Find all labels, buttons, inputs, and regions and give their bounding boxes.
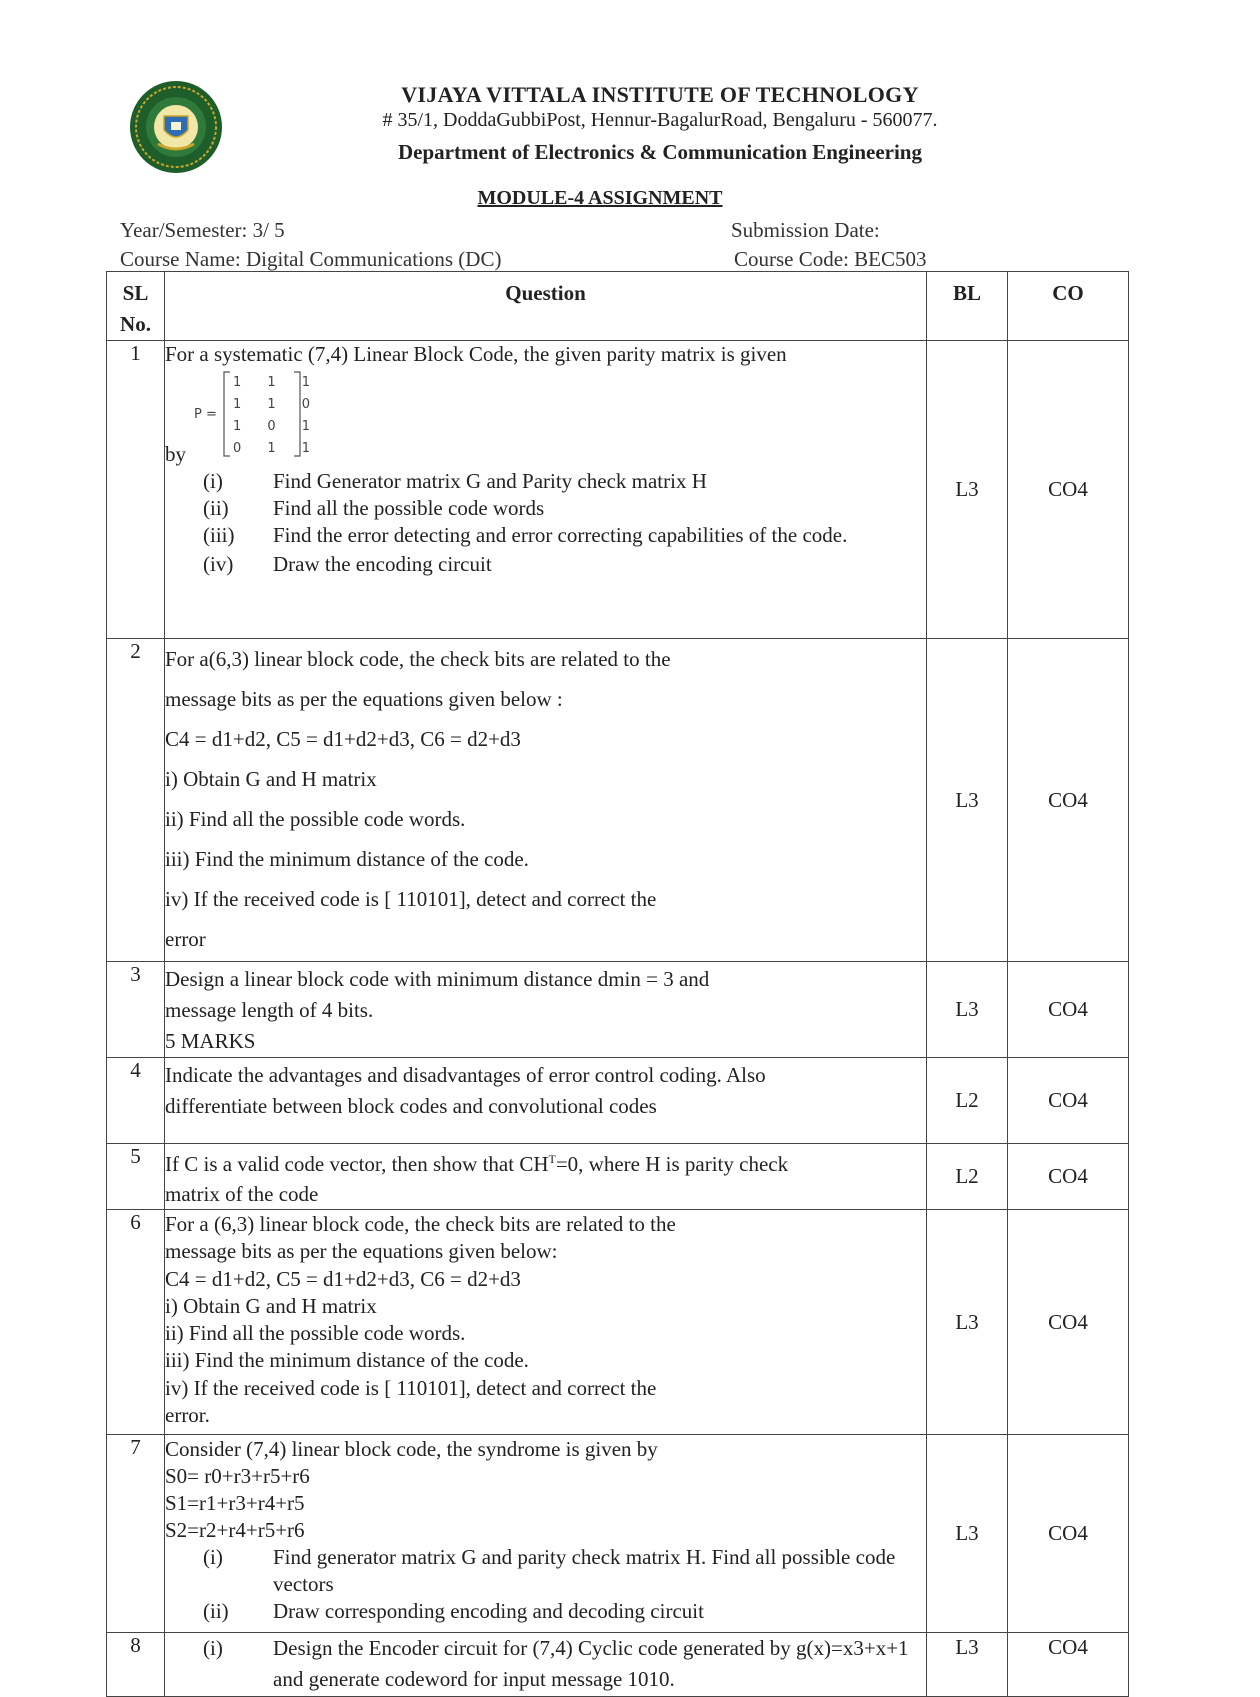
course-outcome: CO4 <box>1008 639 1129 962</box>
department-name: Department of Electronics & Communication Engineering <box>398 140 922 164</box>
course-outcome: CO4 <box>1008 1633 1129 1697</box>
sub-question: (ii) Find all the possible code words <box>203 496 545 520</box>
sub-question: (i) Find generator matrix G and parity check matrix H. Find all possible code vectors <box>203 1545 896 1596</box>
matrix-row: 1 0 1 <box>233 419 322 434</box>
matrix-row: 1 1 1 <box>233 375 322 390</box>
question-line: iv) If the received code is [ 110101], detect and correct the <box>165 1375 657 1400</box>
question-line: S2=r2+r4+r5+r6 <box>165 1518 305 1542</box>
course-outcome: CO4 <box>1008 962 1129 1058</box>
course-outcome: CO4 <box>1008 1058 1129 1144</box>
sub-question: (i) Design the Encoder circuit for (7,4) Cyclic code generated by g(x)=x3+x+1 and generate codeword for input message 1010. <box>203 1636 909 1691</box>
course-outcome: CO4 <box>1008 1210 1129 1435</box>
sub-question: (i) Find Generator matrix G and Parity check matrix H <box>203 469 707 493</box>
bloom-level: L3 <box>927 1210 1008 1435</box>
sl-number: 3 <box>107 962 165 1058</box>
sub-question: (ii) Draw corresponding encoding and decoding circuit <box>203 1599 704 1623</box>
question-text <box>165 639 927 962</box>
question-line: by <box>165 442 186 466</box>
question-text <box>165 1058 927 1144</box>
question-text <box>165 962 927 1058</box>
table-row <box>107 1210 1129 1435</box>
question-line: Design a linear block code with minimum distance dmin = 3 and <box>165 967 710 991</box>
question-line: differentiate between block codes and convolutional codes <box>165 1094 657 1118</box>
sl-number: 5 <box>107 1144 165 1210</box>
table-row <box>107 639 1129 962</box>
bloom-level: L2 <box>927 1058 1008 1144</box>
header-bl: BL <box>927 272 1008 341</box>
institute-address: # 35/1, DoddaGubbiPost, Hennur-BagalurRoad, Bengaluru - 560077. <box>382 109 938 131</box>
question-text <box>165 1435 927 1633</box>
header-question: Question <box>165 272 927 341</box>
sl-number: 7 <box>107 1435 165 1633</box>
assignment-title: MODULE-4 ASSIGNMENT <box>477 187 723 209</box>
header-sl: SL No. <box>107 272 165 341</box>
table-row <box>107 1144 1129 1210</box>
question-line: matrix of the code <box>165 1182 319 1206</box>
question-line: message bits as per the equations given below : <box>165 687 563 711</box>
bloom-level: L3 <box>927 1435 1008 1633</box>
sl-number: 2 <box>107 639 165 962</box>
question-line: message bits as per the equations given below: <box>165 1239 558 1264</box>
question-line: For a(6,3) linear block code, the check bits are related to the <box>165 647 671 671</box>
year-semester: Year/Semester: 3/ 5 <box>120 218 285 242</box>
bloom-level: L3 <box>927 1633 1008 1697</box>
table-row <box>107 1435 1129 1633</box>
question-line: S0= r0+r3+r5+r6 <box>165 1464 310 1488</box>
table-row <box>107 1058 1129 1144</box>
question-line: error <box>165 927 206 951</box>
question-line: ii) Find all the possible code words. <box>165 1321 466 1346</box>
question-line: iii) Find the minimum distance of the code. <box>165 847 529 871</box>
question-text <box>165 1633 927 1697</box>
parity-matrix <box>166 368 322 460</box>
table-header-row <box>107 272 1129 341</box>
course-outcome: CO4 <box>1008 1435 1129 1633</box>
course-code: Course Code: BEC503 <box>734 247 927 271</box>
header-co: CO <box>1008 272 1129 341</box>
bloom-level: L3 <box>927 962 1008 1058</box>
question-line: 5 MARKS <box>165 1029 256 1053</box>
question-text <box>165 1144 927 1210</box>
table-row <box>107 962 1129 1058</box>
course-outcome: CO4 <box>1008 1144 1129 1210</box>
question-line: i) Obtain G and H matrix <box>165 767 377 791</box>
question-line: S1=r1+r3+r4+r5 <box>165 1491 305 1515</box>
question-line: iv) If the received code is [ 110101], detect and correct the <box>165 887 657 911</box>
sub-question: (iii) Find the error detecting and error correcting capabilities of the code. <box>203 523 848 547</box>
question-line: i) Obtain G and H matrix <box>165 1293 377 1318</box>
question-line: For a (6,3) linear block code, the check bits are related to the <box>165 1212 676 1236</box>
table-row <box>107 1633 1129 1697</box>
question-line: Indicate the advantages and disadvantages of error control coding. Also <box>165 1063 766 1087</box>
sl-number: 6 <box>107 1210 165 1435</box>
question-line: If C is a valid code vector, then show that $CH^T=0$, where H is parity check <box>165 1152 789 1176</box>
sl-number: 1 <box>107 341 165 639</box>
question-line: Consider (7,4) linear block code, the syndrome is given by <box>165 1437 658 1461</box>
sl-number: 8 <box>107 1633 165 1697</box>
table-row <box>107 341 1129 639</box>
matrix-label: P = <box>194 407 217 422</box>
bloom-level: L3 <box>927 639 1008 962</box>
bloom-level: L3 <box>927 341 1008 639</box>
question-line: ii) Find all the possible code words. <box>165 807 466 831</box>
course-outcome: CO4 <box>1008 341 1129 639</box>
question-line: error. <box>165 1403 210 1428</box>
sub-question: (iv) Draw the encoding circuit <box>203 552 492 576</box>
question-line: For a systematic (7,4) Linear Block Code, the given parity matrix is given <box>165 342 787 366</box>
question-line: message length of 4 bits. <box>165 998 374 1022</box>
question-line: C4 = d1+d2, C5 = d1+d2+d3, C6 = d2+d3 <box>165 1266 521 1291</box>
course-name: Course Name: Digital Communications (DC) <box>120 247 502 271</box>
matrix-row: 1 1 0 <box>233 397 322 412</box>
sl-number: 4 <box>107 1058 165 1144</box>
institute-name: VIJAYA VITTALA INSTITUTE OF TECHNOLOGY <box>401 82 919 107</box>
submission-date: Submission Date: <box>731 218 880 242</box>
question-table <box>106 271 1129 1697</box>
question-line: C4 = d1+d2, C5 = d1+d2+d3, C6 = d2+d3 <box>165 727 521 751</box>
question-text <box>165 341 927 639</box>
question-line: iii) Find the minimum distance of the code. <box>165 1348 529 1373</box>
bloom-level: L2 <box>927 1144 1008 1210</box>
question-text <box>165 1210 927 1435</box>
matrix-row: 0 1 1 <box>233 441 322 456</box>
